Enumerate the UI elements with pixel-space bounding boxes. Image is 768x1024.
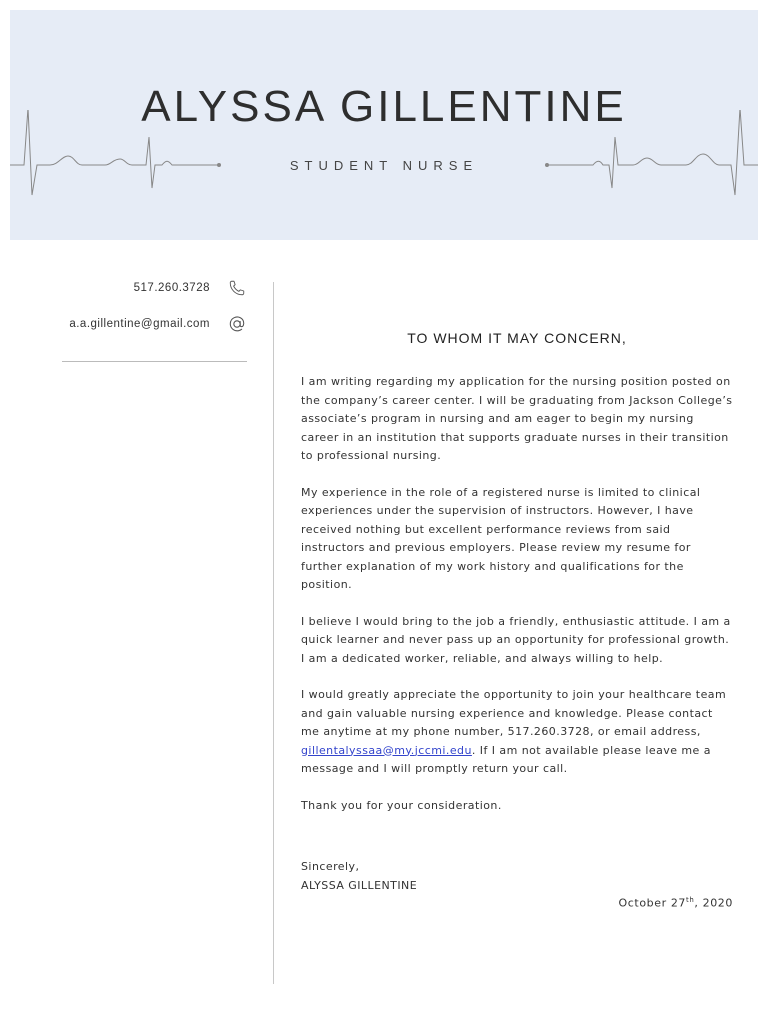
letter-date [619, 896, 734, 910]
header-banner [10, 10, 758, 240]
column-divider [273, 282, 274, 984]
date-ordinal: th [686, 896, 695, 904]
phone-number: 517.260.3728 [133, 282, 210, 294]
contact-email [69, 313, 248, 335]
paragraph-4-text-end: . If I am not available please leave me a message and I will promptly return your call. [301, 743, 711, 775]
contact-divider [62, 361, 247, 362]
school-email-link[interactable]: gillentalyssaa@my.jccmi.edu [301, 743, 472, 757]
at-icon [226, 313, 248, 335]
letter-closing [301, 858, 417, 895]
applicant-name: ALYSSA GILLENTINE [141, 82, 627, 131]
contact-phone [134, 277, 248, 299]
paragraph-5: Thank you for your consideration. [301, 798, 502, 812]
signature-name: ALYSSA GILLENTINE [301, 878, 418, 892]
heartbeat-line-right-icon [543, 110, 758, 205]
letter-body [301, 330, 733, 833]
paragraph-2: My experience in the role of a registered nurse is limited to clinical experiences under the supervision of instructors. However, I have received nothing but excellent performance reviews from said instructors and previous employers. Please review my resume for further explanation of my work history and qualifications for the position. [301, 485, 701, 591]
closing-word: Sincerely, [301, 860, 360, 873]
email-address: a.a.gillentine@gmail.com [69, 318, 210, 330]
date-month-day: October 27 [618, 896, 687, 910]
applicant-title: STUDENT NURSE [289, 158, 479, 173]
paragraph-3: I believe I would bring to the job a friendly, enthusiastic attitude. I am a quick learner and never pass up an opportunity for professional growth. I am a dedicated worker, reliable, and always willing to help. [301, 614, 731, 665]
phone-icon [226, 277, 248, 299]
paragraph-4-text-start: I would greatly appreciate the opportunity to join your healthcare team and gain valuable nursing experience and knowledge. Please contact me anytime at my phone number, 517.260.3728, or email address, [301, 688, 727, 738]
date-year: , 2020 [694, 896, 733, 910]
paragraph-4 [301, 686, 733, 779]
salutation: TO WHOM IT MAY CONCERN, [407, 330, 627, 346]
paragraph-1: I am writing regarding my application for the nursing position posted on the company’s career center. I will be graduating from Jackson College’s associate’s program in nursing and am eager to begin my nursing career in an institution that supports graduate nurses in their transition to professional nursing. [301, 375, 733, 462]
